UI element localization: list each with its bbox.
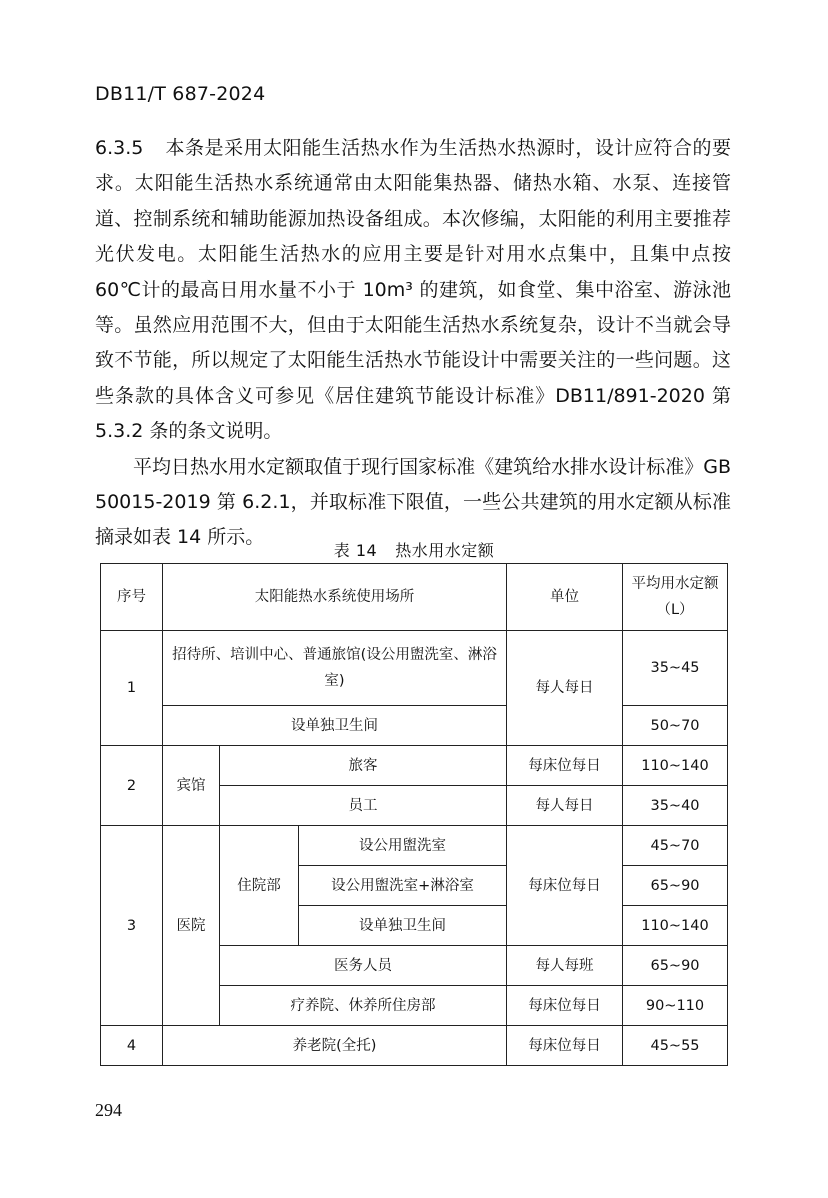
cell-place: 设单独卫生间: [163, 706, 507, 746]
document-code: DB11/T 687-2024: [95, 83, 266, 105]
cell-unit: 每床位每日: [507, 826, 623, 946]
header-place: 太阳能热水系统使用场所: [163, 564, 507, 631]
cell-seq: 3: [101, 826, 163, 1026]
cell-quota: 110~140: [623, 906, 728, 946]
cell-sub-group: 住院部: [220, 826, 299, 946]
cell-place: 设公用盥洗室+淋浴室: [299, 866, 507, 906]
cell-place: 养老院(全托): [163, 1026, 507, 1066]
paragraph-quota-note: 平均日热水用水定额取值于现行国家标准《建筑给水排水设计标准》GB 50015-2019 第 6.2.1，并取标准下限值，一些公共建筑的用水定额从标准摘录如表 14 所示。: [95, 455, 731, 549]
cell-quota: 50~70: [623, 706, 728, 746]
cell-group: 宾馆: [163, 746, 220, 826]
clause-number: 6.3.5: [95, 137, 144, 159]
cell-seq: 2: [101, 746, 163, 826]
cell-quota: 35~40: [623, 786, 728, 826]
cell-quota: 65~90: [623, 866, 728, 906]
table-row: [101, 746, 728, 786]
page-number: 294: [95, 1100, 122, 1120]
cell-quota: 90~110: [623, 986, 728, 1026]
table-row: [101, 1026, 728, 1066]
cell-quota: 35~45: [623, 631, 728, 706]
cell-unit: 每人每日: [507, 786, 623, 826]
cell-unit: 每床位每日: [507, 1026, 623, 1066]
header-seq: 序号: [101, 564, 163, 631]
cell-group: 医院: [163, 826, 220, 1026]
cell-quota: 45~70: [623, 826, 728, 866]
cell-place: 设单独卫生间: [299, 906, 507, 946]
cell-place: 设公用盥洗室: [299, 826, 507, 866]
table-row: [101, 826, 728, 866]
table-row: [101, 631, 728, 706]
body-text: [95, 131, 731, 556]
cell-place: 疗养院、休养所住房部: [220, 986, 507, 1026]
table-number: 表 14: [333, 541, 378, 560]
clause-text: 本条是采用太阳能生活热水作为生活热水热源时，设计应符合的要求。太阳能生活热水系统通常由太阳能集热器、储热水箱、水泵、连接管道、控制系统和辅助能源加热设备组成。本次修编，太阳能的利用主要推荐光伏发电。太阳能生活热水的应用主要是针对用水点集中，且集中点按 60℃计的最高日用水量不小于 10m³ 的建筑，如食堂、集中浴室、游泳池等。虽然应用范围不大，但由于太阳能生活热水系统复杂，设计不当就会导致不节能，所以规定了太阳能生活热水节能设计中需要关注的一些问题。这些条款的具体含义可参见《居住建筑节能设计标准》DB11/891-2020 第 5.3.2 条的条文说明。: [95, 137, 731, 443]
hot-water-quota-table: [100, 563, 728, 1066]
header-quota: 平均用水定额（L）: [623, 564, 728, 631]
table-header-row: [101, 564, 728, 631]
cell-unit: 每床位每日: [507, 746, 623, 786]
cell-place: 医务人员: [220, 946, 507, 986]
table-row: [101, 706, 728, 746]
cell-seq: 4: [101, 1026, 163, 1066]
table-title: 热水用水定额: [395, 541, 495, 560]
header-unit: 单位: [507, 564, 623, 631]
cell-quota: 110~140: [623, 746, 728, 786]
table-caption: [0, 538, 828, 561]
cell-seq: 1: [101, 631, 163, 746]
cell-place: 招待所、培训中心、普通旅馆(设公用盥洗室、淋浴室): [163, 631, 507, 706]
cell-place: 员工: [220, 786, 507, 826]
cell-quota: 65~90: [623, 946, 728, 986]
cell-unit: 每人每班: [507, 946, 623, 986]
cell-unit: 每人每日: [507, 631, 623, 746]
cell-unit: 每床位每日: [507, 986, 623, 1026]
cell-place: 旅客: [220, 746, 507, 786]
cell-quota: 45~55: [623, 1026, 728, 1066]
paragraph-clause: [95, 131, 731, 450]
